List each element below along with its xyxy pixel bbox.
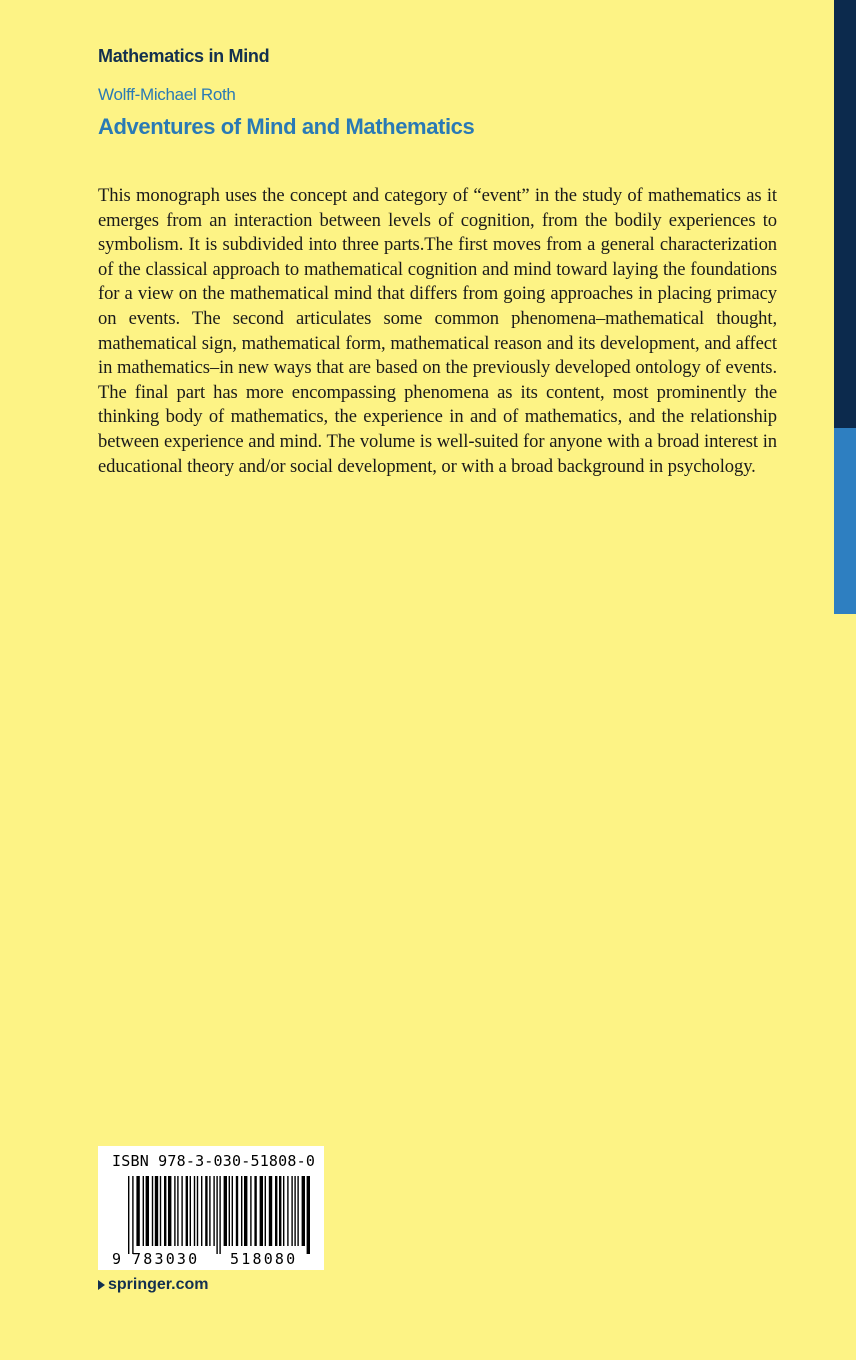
series-name: Mathematics in Mind xyxy=(98,46,270,66)
barcode-bar xyxy=(143,1176,144,1246)
publisher-link-text[interactable]: springer.com xyxy=(108,1276,209,1293)
arrow-right-icon xyxy=(98,1280,105,1290)
barcode-bar xyxy=(287,1176,288,1246)
barcode-bar xyxy=(186,1176,188,1246)
barcode-bar xyxy=(216,1176,217,1254)
spine-band-dark xyxy=(834,0,856,428)
barcode-bar xyxy=(181,1176,182,1246)
barcode-bar xyxy=(128,1176,129,1254)
barcode-digits-left: 783030 xyxy=(132,1250,200,1268)
barcode-bar xyxy=(174,1176,175,1246)
barcode-bar xyxy=(194,1176,195,1246)
barcode-bar xyxy=(229,1176,230,1246)
barcode-bar xyxy=(302,1176,305,1246)
barcode-bar xyxy=(146,1176,149,1246)
barcode-bar xyxy=(269,1176,272,1246)
barcode-bar xyxy=(250,1176,251,1246)
barcode-digit-first: 9 xyxy=(112,1250,122,1268)
barcode-bar xyxy=(279,1176,281,1246)
barcode-digits-right: 518080 xyxy=(230,1250,298,1268)
barcode-bar xyxy=(232,1176,233,1246)
barcode-bar xyxy=(244,1176,247,1246)
book-title: Adventures of Mind and Mathematics xyxy=(98,114,475,139)
barcode-bar xyxy=(283,1176,284,1246)
book-description: This monograph uses the concept and category of “event” in the study of mathematics as it emerges from an interaction between levels of cognition, from the bodily experiences to symbolism. It is subdivided into three parts.The first moves from a general characterization of the classical approach to mathematical cognition and mind toward laying the foundations for a view on the mathematical mind that differs from going approaches in placing primacy on events. The second articulates some common phenomena–mathematical thought, mathematical sign, mathematical form, mathematical reason and its development, and affect in mathematics–in new ways that are based on the previously developed ontology of events. The final part has more encompassing phenomena as its content, most prominently the thinking body of mathematics, the experience in and of mathematics, and the relationship between experience and mind. The volume is well-suited for anyone with a broad interest in educational theory and/or social development, or with a broad background in psychology. xyxy=(98,185,777,477)
barcode-bar xyxy=(209,1176,210,1246)
barcode-bar xyxy=(236,1176,238,1246)
barcode-bar xyxy=(168,1176,171,1246)
barcode-bar xyxy=(155,1176,158,1246)
spine-band-blue xyxy=(834,428,856,614)
barcode-bar xyxy=(307,1176,310,1254)
barcode-bar xyxy=(297,1176,298,1246)
barcode-bar xyxy=(294,1176,295,1246)
barcode-bar xyxy=(132,1176,133,1254)
barcode-bar xyxy=(219,1176,220,1254)
barcode-bar xyxy=(136,1176,139,1246)
barcode-bar xyxy=(201,1176,202,1246)
barcode-bar xyxy=(197,1176,198,1246)
barcode-bar xyxy=(260,1176,263,1246)
isbn-text: ISBN 978-3-030-51808-0 xyxy=(112,1152,316,1170)
barcode-bar xyxy=(152,1176,153,1246)
barcode-bar xyxy=(190,1176,191,1246)
barcode-bar xyxy=(164,1176,166,1246)
barcode-bar xyxy=(254,1176,256,1246)
barcode-bar xyxy=(275,1176,277,1246)
barcode-bar xyxy=(213,1176,214,1246)
barcode-bar xyxy=(241,1176,242,1246)
author-name: Wolff-Michael Roth xyxy=(98,85,236,104)
barcode-bar xyxy=(224,1176,227,1246)
barcode-label xyxy=(98,1146,324,1270)
barcode-bar xyxy=(291,1176,292,1246)
barcode-bar xyxy=(177,1176,178,1246)
barcode-bar xyxy=(160,1176,161,1246)
barcode-bar xyxy=(205,1176,207,1246)
barcode-bar xyxy=(265,1176,266,1246)
publisher-link[interactable] xyxy=(98,1276,208,1294)
